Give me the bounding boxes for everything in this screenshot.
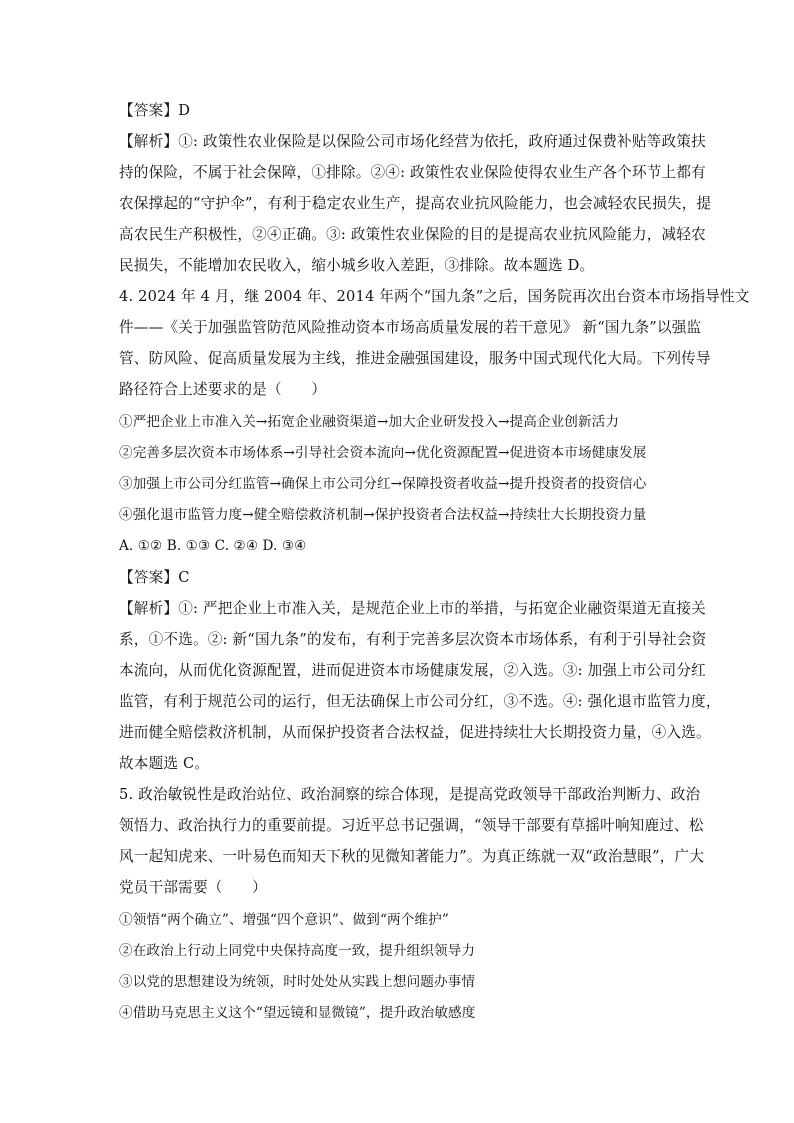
q4-analysis-line-6: 故本题选 C。	[119, 755, 210, 772]
q4-stem-line-1: 4. 2024 年 4 月，继 2004 年、2014 年两个“国九条”之后，国务院再次出台资本市场指导性文	[119, 288, 750, 305]
q5-stem-line-3: 风一起知虎来、一叶易色而知天下秋的见微知著能力”。为真正练就一双“政治慧眼”，广大	[119, 848, 705, 865]
q3-answer-line	[119, 101, 190, 121]
q5-option-2: ②在政治上行动上同党中央保持高度一致，提升组织领导力	[119, 943, 476, 959]
q4-stem-line-2: 件——《关于加强监管防范风险推动资本市场高质量发展的若干意见》 新“国九条”以强监	[119, 319, 702, 336]
q4-option-3: ③加强上市公司分红监管→确保上市公司分红→保障投资者收益→提升投资者的投资信心	[119, 476, 647, 492]
q5-option-4: ④借助马克思主义这个“望远镜和显微镜”，提升政治敏感度	[119, 1005, 476, 1021]
answer-tag: 【答案】	[119, 569, 179, 586]
q4-analysis-line-4: 监管，有利于规范公司的运行，但无法确保上市公司分红，③不选。④: 强化退市监管力度，	[119, 693, 721, 710]
q5-option-1: ①领悟“两个确立”、增强“四个意识”、做到“两个维护”	[119, 912, 449, 928]
q3-analysis-line-1	[119, 132, 706, 152]
answer-value: D	[178, 102, 191, 119]
q4-option-4: ④强化退市监管力度→健全赔偿救济机制→保护投资者合法权益→持续壮大长期投资力量	[119, 507, 647, 523]
q4-analysis-line-1	[119, 599, 706, 619]
q3-analysis-line-4: 高农民生产积极性，②④正确。③: 政策性农业保险的目的是提高农业抗风险能力，减轻农	[119, 226, 706, 243]
q4-stem-line-3: 管、防风险、促高质量发展为主线，推进金融强国建设，服务中国式现代化大局。下列传导	[119, 350, 711, 367]
q4-analysis-line-3: 本流向，从而优化资源配置，进而促进资本市场健康发展，②入选。③: 加强上市公司分红	[119, 662, 706, 679]
q3-analysis-line-2: 持的保险，不属于社会保障，①排除。②④: 政策性农业保险使得农业生产各个环节上都有	[119, 164, 706, 181]
q4-analysis-line-5: 进而健全赔偿救济机制，从而保护投资者合法权益，促进持续壮大长期投资力量，④入选。	[119, 724, 711, 741]
q3-analysis-line-5: 民损失，不能增加农民收入，缩小城乡收入差距，③排除。故本题选 D。	[119, 257, 595, 274]
q4-option-2: ②完善多层次资本市场体系→引导社会资本流向→优化资源配置→促进资本市场健康发展	[119, 445, 647, 461]
q5-stem-line-2: 领悟力、政治执行力的重要前提。习近平总书记强调，“领导干部要有草摇叶响知鹿过、松	[119, 817, 704, 834]
analysis-text: ①: 严把企业上市准入关，是规范企业上市的举措，与拓宽企业融资渠道无直接关	[178, 600, 706, 617]
q5-option-3: ③以党的思想建设为统领，时时处处从实践上想问题办事情	[119, 974, 476, 990]
q3-analysis-line-3: 农保撑起的“守护伞”，有利于稳定农业生产，提高农业抗风险能力，也会减轻农民损失，提	[119, 195, 712, 212]
q4-answer-line	[119, 568, 190, 588]
analysis-tag: 【解析】	[119, 133, 179, 150]
q5-stem-line-4: 党员干部需要（ ）	[119, 879, 267, 896]
q4-option-1: ①严把企业上市准入关→拓宽企业融资渠道→加大企业研发投入→提高企业创新活力	[119, 414, 620, 430]
q4-choices: A. ①② B. ①③ C. ②④ D. ③④	[119, 538, 307, 554]
q4-analysis-line-2: 系，①不选。②: 新“国九条”的发布，有利于完善多层次资本市场体系，有利于引导社会资	[119, 631, 707, 648]
analysis-tag: 【解析】	[119, 600, 179, 617]
answer-tag: 【答案】	[119, 102, 179, 119]
answer-value: C	[178, 569, 190, 586]
analysis-text: ①: 政策性农业保险是以保险公司市场化经营为依托，政府通过保费补贴等政策扶	[178, 133, 706, 150]
q5-stem-line-1: 5. 政治敏锐性是政治站位、政治洞察的综合体现，是提高党政领导干部政治判断力、政治	[119, 786, 701, 803]
q4-stem-line-4: 路径符合上述要求的是（ ）	[119, 381, 327, 398]
